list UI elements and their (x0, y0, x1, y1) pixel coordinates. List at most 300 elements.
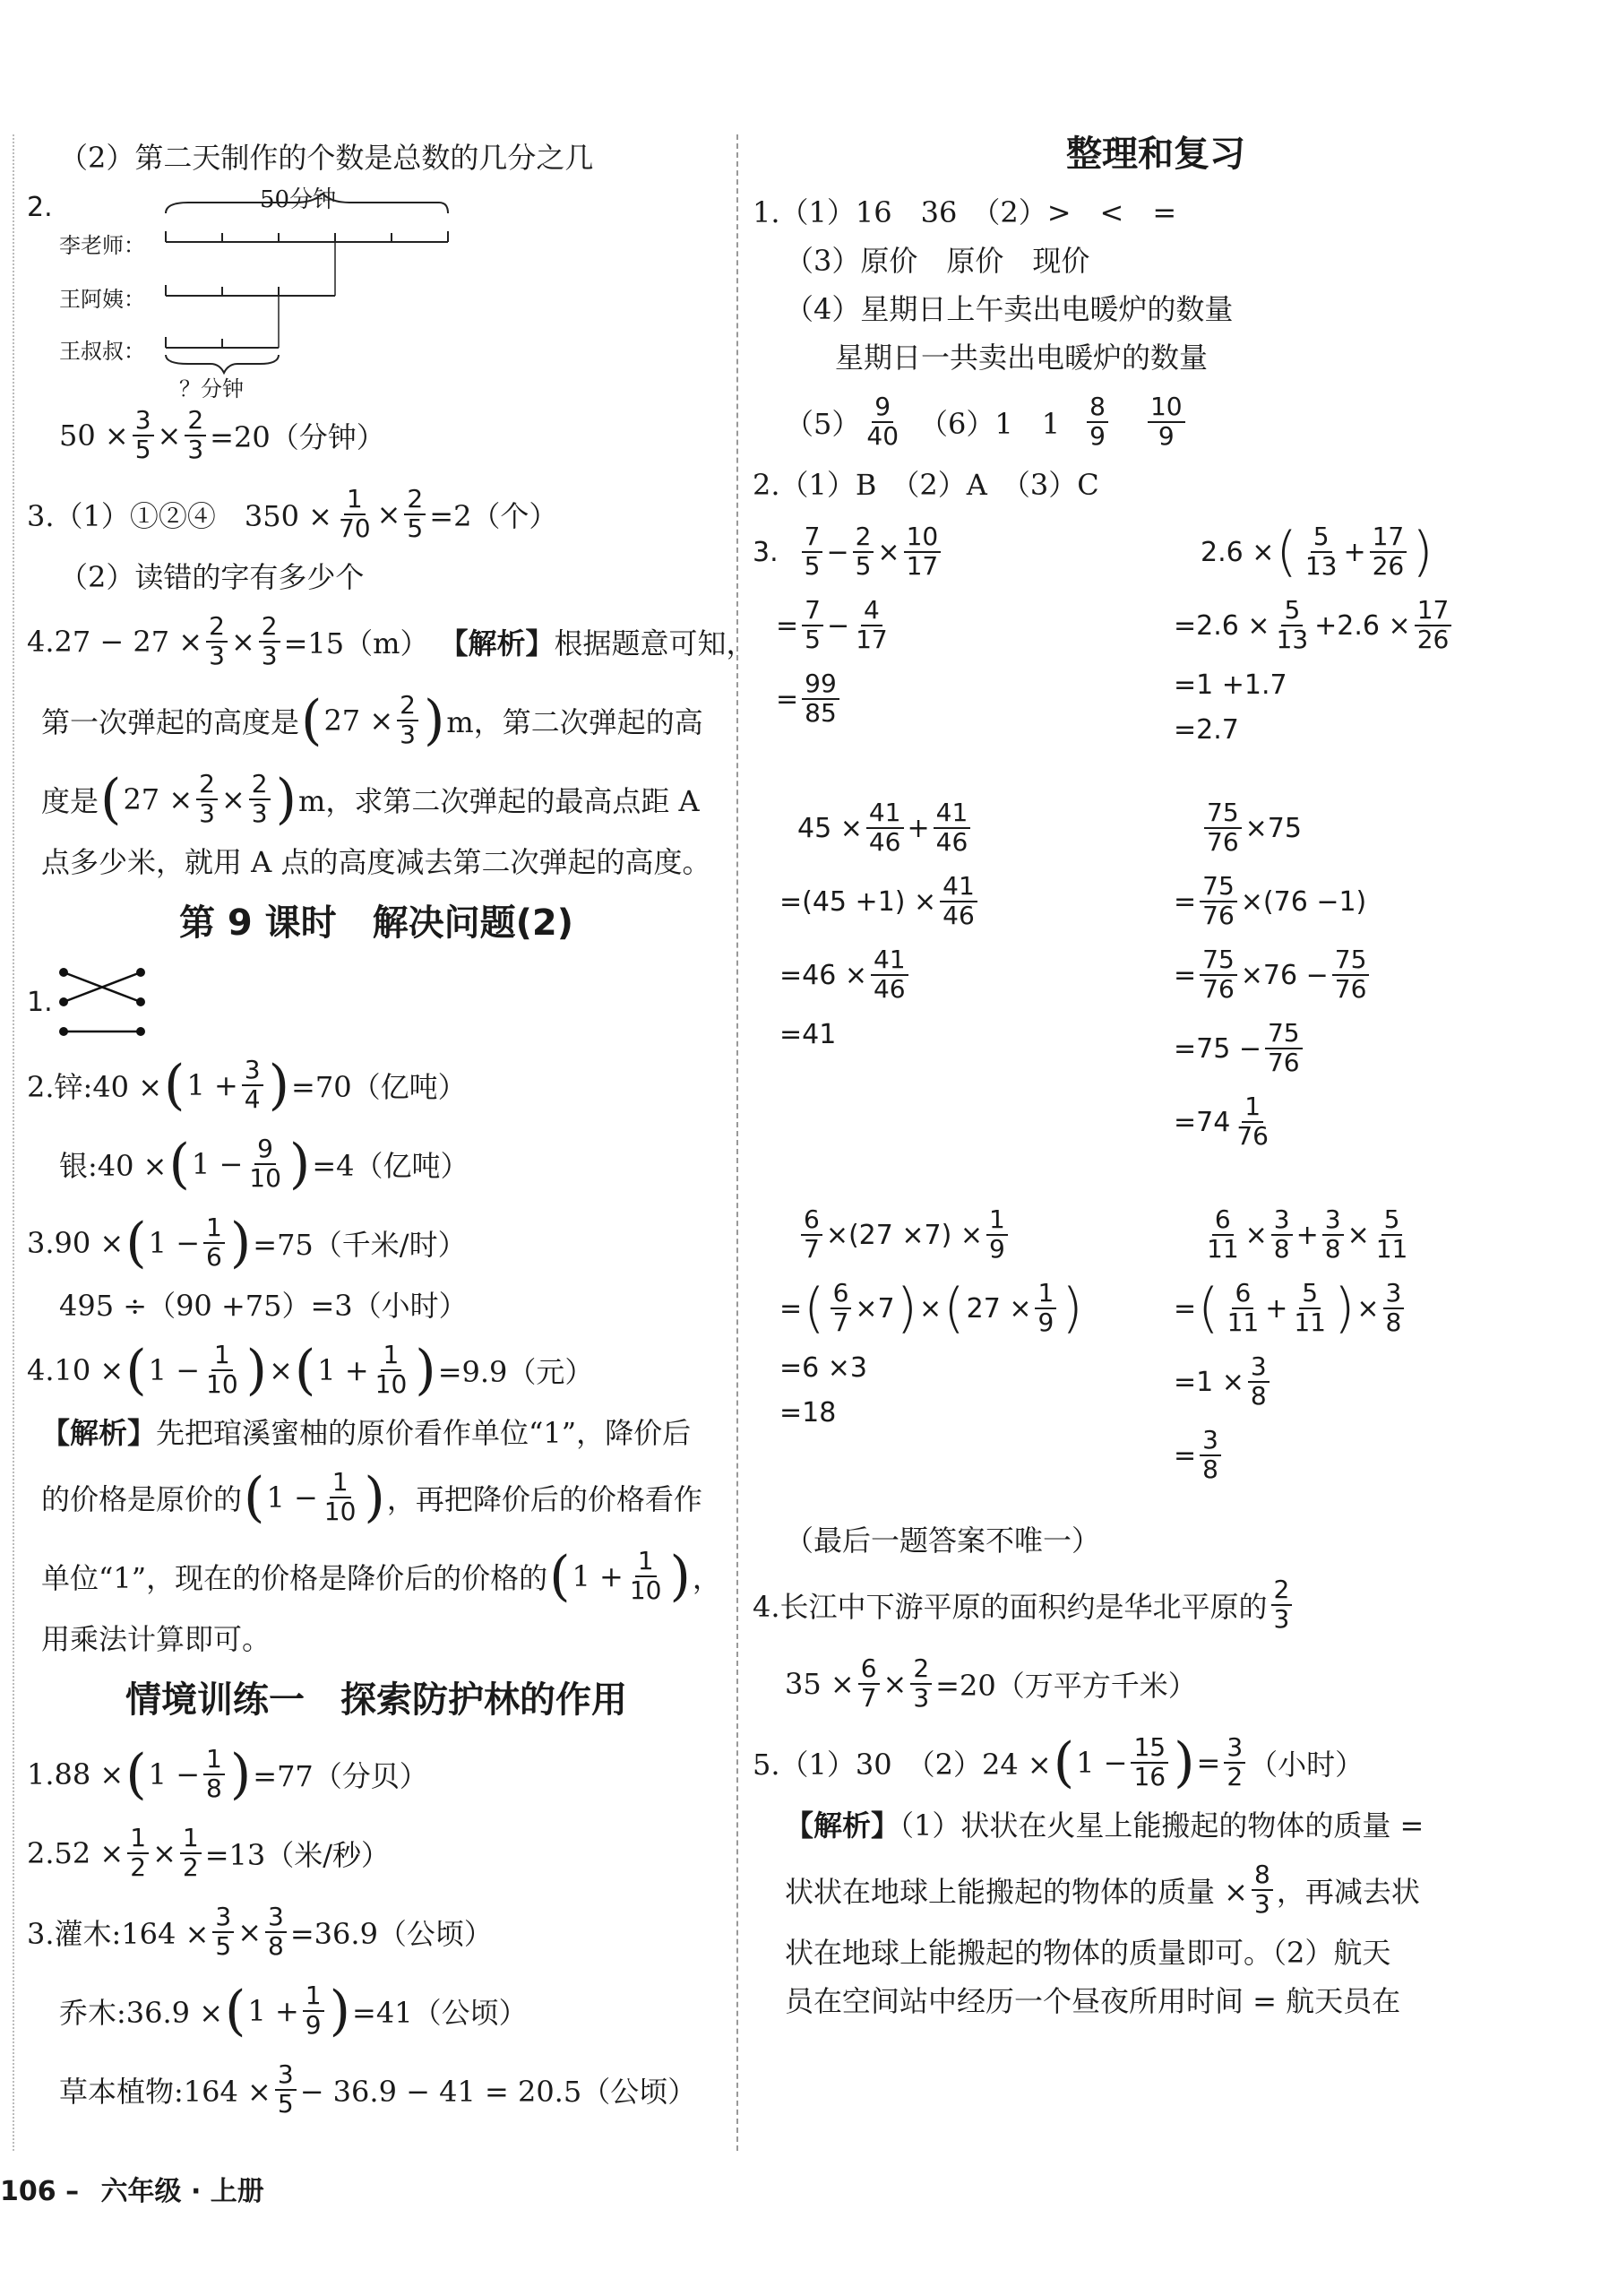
numerator: 2 (249, 771, 271, 800)
text: ，再把降价后的价格看作 (386, 1482, 702, 1516)
denominator: 8 (1250, 1381, 1267, 1411)
question-number: 2. (27, 192, 53, 223)
fraction (1322, 1206, 1344, 1264)
paren: ( (943, 1277, 965, 1340)
left-column (27, 125, 755, 2133)
fraction (802, 670, 839, 728)
fraction (871, 946, 908, 1004)
equation (753, 1648, 1559, 1720)
numerator: 10 (904, 523, 942, 553)
paren: ) (1333, 1277, 1356, 1340)
text: 1 − (1076, 1746, 1128, 1780)
text: + (907, 812, 930, 844)
numerator: 75 (1200, 873, 1237, 902)
matching-exercise (27, 962, 726, 1042)
paren: ( (125, 1743, 147, 1806)
denominator: 26 (1372, 551, 1405, 581)
text: × (152, 1836, 176, 1870)
numerator: 5 (1382, 1206, 1403, 1236)
text: × (919, 1292, 943, 1325)
denominator: 7 (832, 1308, 849, 1337)
denominator: 3 (199, 798, 215, 828)
numerator: 3 (275, 2061, 297, 2091)
page-footer (0, 2169, 264, 2208)
note: （最后一题答案不唯一） (785, 1523, 1101, 1558)
numerator: 5 (1299, 1280, 1321, 1309)
text: × (269, 1353, 293, 1387)
diagram-top-label: 50分钟 (260, 186, 337, 213)
calc-step (1174, 793, 1559, 863)
fraction (196, 771, 218, 828)
text: 45 × (797, 812, 863, 844)
text: （5） (785, 407, 861, 441)
fraction (802, 523, 823, 581)
text: =20（万平方千米） (935, 1669, 1197, 1703)
numerator: 5 (1311, 523, 1332, 553)
question-number: 1. (27, 986, 53, 1018)
paren: ( (244, 1466, 265, 1529)
equation (753, 386, 1559, 458)
text: （1）状状在火星上能搬起的物体的质量 = (899, 1808, 1425, 1843)
explanation-line (27, 1541, 726, 1612)
numerator: 1 (203, 1214, 225, 1244)
denominator: 3 (1254, 1889, 1270, 1919)
text: = (776, 609, 799, 642)
text: =74 (1174, 1106, 1231, 1138)
numerator: 1 (635, 1548, 657, 1577)
denominator: 8 (1273, 1234, 1290, 1264)
explanation-line (27, 1462, 726, 1533)
text: ×7 (855, 1292, 895, 1325)
numerator: 6 (858, 1655, 880, 1685)
numerator: 17 (1415, 597, 1452, 626)
numerator: 41 (871, 946, 908, 976)
paren: ) (229, 1212, 252, 1274)
matching-lines (53, 962, 151, 1042)
text: =9.9（元） (437, 1355, 594, 1389)
fraction (1204, 1206, 1242, 1264)
text: 2.6 × (1201, 536, 1275, 568)
fraction (801, 1206, 822, 1264)
numerator: 4 (861, 597, 882, 626)
equation (27, 479, 726, 550)
fraction (1370, 523, 1407, 581)
denominator: 5 (215, 1931, 232, 1961)
section-title: 第 9 课时 解决问题(2) (178, 902, 574, 944)
denominator: 2 (1227, 1762, 1244, 1791)
numerator: 2 (259, 613, 280, 643)
denominator: 8 (268, 1931, 284, 1961)
fraction (1373, 1206, 1411, 1264)
calc-step (1174, 591, 1559, 660)
calc-block (1174, 1196, 1559, 1494)
denominator: 70 (338, 514, 371, 543)
numerator: 9 (254, 1135, 276, 1165)
line-segment-diagram (27, 186, 726, 401)
denominator: 5 (134, 435, 151, 464)
diagram-lines (27, 186, 457, 393)
calc-step (1174, 1087, 1559, 1157)
numerator: 8 (1252, 1861, 1273, 1891)
denominator: 17 (856, 625, 888, 654)
calc-block (1174, 514, 1559, 754)
paren: ) (268, 1054, 290, 1117)
footer-dash: – (56, 2176, 89, 2207)
text: × (220, 782, 245, 816)
text: 3.灌木:164 × (27, 1917, 210, 1951)
calc-step (1174, 1014, 1559, 1083)
text: + (1295, 1219, 1319, 1251)
denominator: 13 (1276, 625, 1309, 654)
denominator: 76 (1334, 974, 1367, 1004)
text: 1 − (266, 1480, 318, 1515)
text: 27 × (123, 782, 194, 816)
numerator: 2 (1271, 1576, 1293, 1606)
denominator: 13 (1304, 551, 1338, 581)
calc-step (753, 1273, 1138, 1343)
numerator: 99 (802, 670, 839, 700)
denominator: 76 (1202, 901, 1235, 930)
text: =36.9（公顷） (289, 1917, 493, 1951)
denominator: 7 (804, 1234, 820, 1264)
answer-line: （2）第二天制作的个数是总数的几分之几 (59, 141, 594, 175)
text: 的价格是原价的 (41, 1482, 243, 1516)
paren: ( (164, 1054, 185, 1117)
denominator: 8 (1324, 1234, 1341, 1264)
explanation-line: 用乘法计算即可。 (41, 1622, 271, 1656)
column-divider (736, 134, 738, 2151)
paren: ( (804, 1277, 825, 1340)
text: ，再减去状 (1276, 1875, 1420, 1909)
fraction (864, 393, 901, 451)
fraction (940, 873, 977, 930)
explanation-line: 点多少米，就用 A 点的高度减去第二次弹起的高度。 (41, 845, 711, 879)
denominator: 46 (943, 901, 975, 930)
fraction (853, 523, 874, 581)
numerator: 6 (801, 1206, 822, 1236)
denominator: 5 (804, 551, 821, 581)
text: 3. (753, 536, 779, 568)
left-margin-rule (13, 134, 14, 2151)
answer-line: （4）星期日上午卖出电暖炉的数量 (785, 292, 1234, 326)
fraction (203, 1342, 241, 1399)
fraction (1274, 597, 1312, 654)
numerator: 2 (397, 692, 418, 721)
fraction (831, 1280, 852, 1337)
text: =20（分钟） (210, 420, 385, 454)
numerator: 2 (196, 771, 218, 800)
diagram-row-label: 李老师： (59, 233, 145, 258)
paren: ) (423, 689, 445, 752)
fraction (1271, 1576, 1293, 1634)
text: 2.52 × (27, 1836, 125, 1870)
fraction (127, 1825, 149, 1882)
paren: ) (288, 1133, 311, 1195)
denominator: 40 (866, 421, 899, 451)
fraction (133, 407, 154, 464)
text: 度是 (41, 784, 99, 818)
text: ×75 (1244, 812, 1302, 844)
paren: ( (1053, 1731, 1075, 1794)
numerator: 1 (344, 486, 366, 515)
calc-step (1174, 1200, 1559, 1270)
calc-step (1174, 517, 1559, 587)
text: 3.90 × (27, 1226, 125, 1260)
text: 草本植物:164 × (59, 2075, 271, 2109)
text: m，求第二次弹起的最高点距 A (298, 784, 700, 818)
text: =75（千米/时） (253, 1228, 467, 1262)
numerator: 2 (206, 613, 228, 643)
denominator: 3 (913, 1683, 930, 1713)
calc-step: =6 ×3 (779, 1351, 867, 1384)
denominator: 76 (1236, 1121, 1269, 1151)
denominator: 16 (1133, 1762, 1166, 1791)
calc-step: =18 (779, 1396, 837, 1429)
denominator: 3 (251, 798, 268, 828)
equation (27, 1207, 726, 1279)
numerator: 1 (303, 1982, 324, 2012)
calc-step (753, 867, 1138, 937)
answer-line: 2.（1）B （2）A （3）C (753, 468, 1099, 502)
numerator: 1 (330, 1469, 351, 1498)
denominator: 11 (1207, 1234, 1239, 1264)
answer-line: （3）原价 原价 现价 (785, 244, 1090, 278)
numerator: 6 (831, 1280, 852, 1309)
text: =75 − (1174, 1032, 1261, 1065)
denominator: 85 (805, 698, 837, 728)
denominator: 46 (873, 974, 906, 1004)
paren: ) (275, 768, 297, 831)
text: × (237, 1915, 263, 1949)
text: 1 + (572, 1559, 624, 1593)
text: 50 × (59, 419, 129, 453)
fraction (1224, 1734, 1245, 1791)
fraction (1265, 1020, 1303, 1077)
numerator: 2 (910, 1655, 932, 1685)
denominator: 3 (1273, 1604, 1290, 1634)
equation (27, 1817, 726, 1889)
text: 1.88 × (27, 1757, 125, 1791)
text: + (1343, 536, 1366, 568)
answer-line: 495 ÷（90 +75）=3（小时） (59, 1289, 468, 1323)
text: 根据题意可知， (554, 626, 755, 660)
section-title: 情境训练一 探索防护林的作用 (125, 1679, 627, 1721)
text: =2（个） (429, 499, 558, 533)
denominator: 2 (130, 1852, 147, 1882)
text: =70（亿吨） (291, 1070, 467, 1104)
text: （6）1 1 (919, 407, 1061, 441)
numerator: 2 (404, 486, 426, 515)
text: 27 × (966, 1292, 1032, 1325)
calc-step (1174, 867, 1559, 937)
right-column (753, 125, 1559, 2030)
text: =1 × (1174, 1366, 1244, 1398)
fraction (853, 597, 891, 654)
text: 3.（1）①②④ 350 × (27, 499, 332, 533)
denominator: 10 (323, 1497, 357, 1526)
fraction (1225, 1280, 1262, 1337)
denominator: 10 (629, 1575, 662, 1605)
diagram-row-label: 王阿姨： (59, 287, 145, 312)
paren: ) (1062, 1277, 1083, 1340)
paren: ) (329, 1980, 351, 2042)
text: = (1174, 1439, 1197, 1472)
denominator: 46 (868, 827, 901, 857)
fraction (212, 1903, 234, 1961)
fraction (1200, 946, 1237, 1004)
explanation-line (27, 764, 726, 835)
fraction (246, 1135, 284, 1193)
paren: ( (125, 1212, 147, 1274)
text: × (376, 497, 401, 531)
paren: ) (245, 1339, 268, 1402)
denominator: 8 (206, 1774, 222, 1803)
text: =13（米/秒） (204, 1838, 391, 1872)
numerator: 1 (211, 1342, 233, 1371)
fraction (1035, 1280, 1056, 1337)
numerator: 2 (853, 523, 874, 553)
numerator: 41 (866, 799, 904, 829)
text: 35 × (785, 1667, 855, 1701)
text: （小时） (1249, 1748, 1364, 1782)
analysis-label: 【解析】 (785, 1808, 900, 1843)
text: ×(27 ×7) × (825, 1219, 983, 1251)
paren: ( (125, 1339, 147, 1402)
explanation-line (27, 1413, 726, 1453)
fraction (1383, 1280, 1405, 1337)
calc-step: =1 +1.7 (1174, 669, 1287, 701)
fraction (866, 799, 904, 857)
paren: ( (225, 1980, 246, 2042)
text: = (1174, 959, 1197, 991)
fraction (1148, 393, 1185, 451)
denominator: 11 (1375, 1234, 1408, 1264)
paren: ) (1174, 1731, 1195, 1794)
numerator: 1 (180, 1825, 202, 1854)
paren: ( (1198, 1277, 1219, 1340)
denominator: 5 (407, 514, 424, 543)
denominator: 17 (906, 551, 939, 581)
denominator: 3 (187, 435, 204, 464)
denominator: 9 (1037, 1308, 1054, 1337)
calc-step: =2.7 (1174, 713, 1239, 746)
denominator: 2 (182, 1852, 199, 1882)
numerator: 75 (1204, 799, 1242, 829)
numerator: 17 (1370, 523, 1407, 553)
text: 4.长江中下游平原的面积约是华北平原的 (753, 1590, 1268, 1624)
fraction (1248, 1353, 1270, 1411)
paren: ( (549, 1545, 571, 1608)
numerator: 3 (1383, 1280, 1405, 1309)
numerator: 3 (265, 1903, 287, 1933)
calc-step (1174, 1273, 1559, 1343)
denominator: 4 (244, 1084, 261, 1114)
fraction (397, 692, 418, 749)
calc-step (753, 591, 1138, 660)
fraction (206, 613, 228, 670)
denominator: 9 (1158, 421, 1175, 451)
denominator: 3 (400, 720, 416, 749)
numerator: 3 (242, 1057, 263, 1086)
text: − (826, 536, 849, 568)
denominator: 11 (1294, 1308, 1326, 1337)
fraction (1291, 1280, 1329, 1337)
fraction (1415, 597, 1452, 654)
text: =15（m） (283, 626, 429, 660)
calc-block (753, 790, 1138, 1161)
fraction (336, 486, 374, 543)
denominator: 8 (1385, 1308, 1402, 1337)
equation (27, 1128, 726, 1200)
fraction (1204, 799, 1242, 857)
calc-grid-c (753, 1196, 1559, 1494)
calc-step (753, 517, 1138, 587)
text: = (1174, 885, 1197, 918)
text: =41（公顷） (352, 1996, 528, 2030)
numerator: 3 (1200, 1427, 1221, 1456)
fraction (242, 1057, 263, 1114)
equation (27, 2054, 726, 2126)
calc-block (753, 1196, 1138, 1494)
numerator: 7 (802, 597, 823, 626)
denominator: 5 (805, 625, 821, 654)
paren: ) (229, 1743, 252, 1806)
text: =2.6 × (1174, 609, 1270, 642)
text: =46 × (779, 959, 867, 991)
numerator: 1 (381, 1342, 402, 1371)
denominator: 9 (305, 2010, 322, 2040)
fraction (1271, 1206, 1293, 1264)
fraction (180, 1825, 202, 1882)
fraction (1200, 873, 1237, 930)
text: m，第二次弹起的高 (446, 705, 703, 739)
fraction (203, 1746, 225, 1803)
paren: ) (364, 1466, 385, 1529)
denominator: 9 (1089, 421, 1106, 451)
equation (27, 1739, 726, 1810)
text: 1 − (148, 1226, 200, 1260)
fraction (1332, 946, 1370, 1004)
calc-step (1174, 1420, 1559, 1490)
text: × (1347, 1219, 1370, 1251)
numerator: 15 (1131, 1734, 1168, 1764)
calc-step (753, 940, 1138, 1010)
text: 第一次弹起的高度是 (41, 705, 300, 739)
denominator: 8 (1202, 1454, 1218, 1484)
text: − 36.9 − 41 = 20.5（公顷） (299, 2075, 697, 2109)
numerator: 3 (1224, 1734, 1245, 1764)
fraction (1234, 1093, 1271, 1151)
denominator: 11 (1227, 1308, 1260, 1337)
text: 1 + (247, 1994, 299, 2028)
calc-step (753, 664, 1138, 734)
text: + (1265, 1292, 1288, 1325)
text: 1 + (317, 1353, 369, 1387)
fraction (265, 1903, 287, 1961)
denominator: 6 (206, 1242, 222, 1272)
text: 状状在地球上能搬起的物体的质量 × (785, 1875, 1248, 1909)
grade-label: 六年级 · 上册 (100, 2176, 264, 2207)
numerator: 6 (1212, 1206, 1234, 1236)
explanation-line (27, 685, 726, 756)
numerator: 8 (1087, 393, 1108, 423)
paren: ( (168, 1133, 190, 1195)
text: 1 − (148, 1353, 200, 1387)
answer-line: （2）读错的字有多少个 (59, 560, 365, 594)
paren: ) (415, 1339, 436, 1402)
text: × (882, 1667, 908, 1701)
text: × (157, 419, 182, 453)
